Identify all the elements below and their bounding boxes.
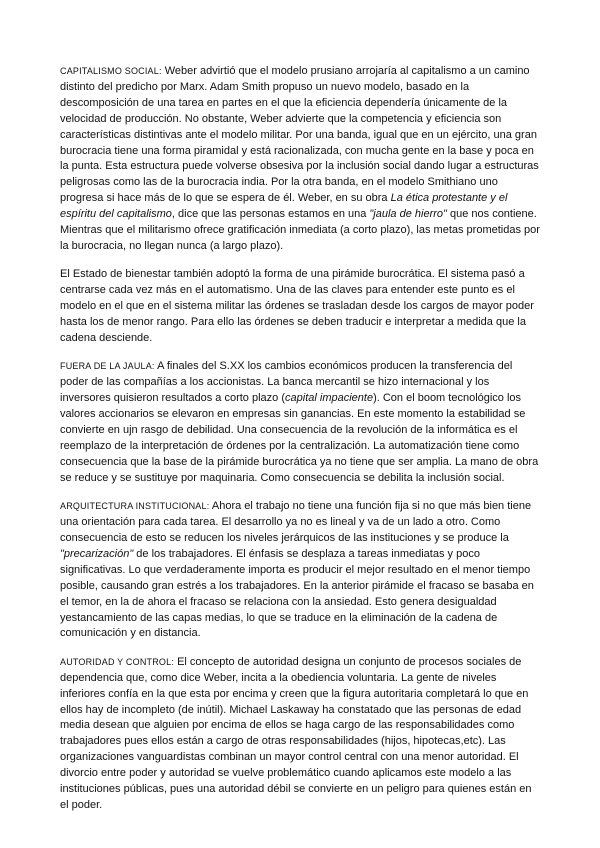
book-title: La ética protestante y el espíritu del capitalismo <box>60 192 508 221</box>
paragraph-text: ). Con el boom tecnológico los valores accionarios se elevaron en empresas sin ganancias. En este momento la estabilidad se convierte en ujn rasgo de debilidad. Una consecuencia de la revolución de la informática es el reemplazo de la interpretación de órdenes por la centralización. La automatización tiene como consecuencia que la base de la pirámide burocrática ya no tiene que ser amplia. La mano de obra se reduce y se sustituye por maquinaria. Como consecuencia se debilita la inclusión social. <box>60 392 539 484</box>
section-heading: FUERA DE LA JAULA: <box>60 361 155 372</box>
paragraph-capitalismo-social <box>60 64 540 255</box>
paragraph-text: El concepto de autoridad designa un conjunto de procesos sociales de dependencia que, como dice Weber, incita a la obediencia voluntaria. La gente de niveles inferiores confía en la que esta por encima y creen que la figura autoritaria completará lo que en ellos hay de incompleto (de inútil). Michael Laskaway ha constatado que las personas de edad media desean que alguien por encima de ellos se haga cargo de las responsabilidades como trabajadores pues ellos están a cargo de otras responsabilidades (hijos, hipotecas,etc). Las organizaciones vanguardistas combinan un mayor control central con una menor autoridad. El divorcio entre poder y autoridad se vuelve problemático cuando aplicamos este modelo a las instituciones públicas, pues una autoridad débil se convierte en un peligro para quienes están en el poder. <box>60 655 532 811</box>
section-heading: CAPITALISMO SOCIAL: <box>60 66 162 76</box>
section-heading: AUTORIDAD Y CONTROL: <box>60 656 175 667</box>
paragraph-text: El Estado de bienestar también adoptó la forma de una pirámide burocrática. El sistema pasó a centrarse cada vez más en el automatismo. Una de las claves para entender este punto es el modelo en el que en el sistema militar las órdenes se trasladan desde los cargos de mayor poder hasta los de menor rango. Para ello las órdenes se deben traducir e interpretar a medida que la cadena desciende. <box>60 268 534 344</box>
paragraph-fuera-de-la-jaula <box>60 359 540 486</box>
section-heading: ARQUITECTURA INSTITUCIONAL: <box>60 501 210 512</box>
paragraph-estado-bienestar <box>60 267 540 347</box>
paragraph-text: que nos contiene. Mientras que el militarismo ofrece gratificación inmediata (a corto plazo), las metas prometidas por la burocracia, no llegan nunca (a largo plazo). <box>60 208 540 252</box>
paragraph-text: Weber advirtió que el modelo prusiano arrojaría al capitalismo a un camino distinto del predicho por Marx. Adam Smith propuso un nuevo modelo, basado en la descomposición de una tarea en partes en el que la eficiencia dependería únicamente de la velocidad de producción. No obstante, Weber advierte que la competencia y eficiencia son características distintivas ante el modelo militar. Por una banda, igual que en un ejército, una gran burocracia tiene una forma piramidal y está racionalizada, con mucha gente en la base y poca en la punta. Esta estructura puede volverse obsesiva por la inclusión social dando lugar a estructuras peligrosas como las de la burocracia india. Por la otra banda, en el modelo Smithiano uno progresa si hace más de lo que se espera de él. Weber, en su obra <box>60 65 539 205</box>
paragraph-text: A finales del S.XX los cambios económicos producen la transferencia del poder de las compañías a los accionistas. La banca mercantil se hizo internacional y los inversores quisieron resultados a corto plazo ( <box>60 360 513 405</box>
quoted-term: "precarización" <box>60 547 134 560</box>
italic-term: capital impaciente <box>285 392 374 405</box>
paragraph-text: de los trabajadores. El énfasis se desplaza a tareas inmediatas y poco significativas. Lo que verdaderamente importa es producir el mejor resultado en el menor tiempo posible, causando gran estrés a los trabajadores. En la anterior pirámide el fracaso se basaba en el temor, en la de ahora el fracaso se relaciona con la ansiedad. Esto genera desigualdad yestancamiento de las capas medias, lo que se traduce en la eliminación de la cadena de comunicación y en distancia. <box>60 547 534 640</box>
paragraph-text: Ahora el trabajo no tiene una función fija si no que más bien tiene una orientación para cada tarea. El desarrollo ya no es lineal y va de un lado a otro. Como consecuencia de esto se reducen los niveles jerárquicos de las instituciones y se produce la <box>60 500 532 544</box>
paragraph-autoridad-y-control <box>60 655 540 814</box>
paragraph-text: , dice que las personas estamos en una <box>171 208 370 221</box>
paragraph-arquitectura-institucional <box>60 499 540 642</box>
quoted-term: "jaula de hierro" <box>369 208 447 221</box>
